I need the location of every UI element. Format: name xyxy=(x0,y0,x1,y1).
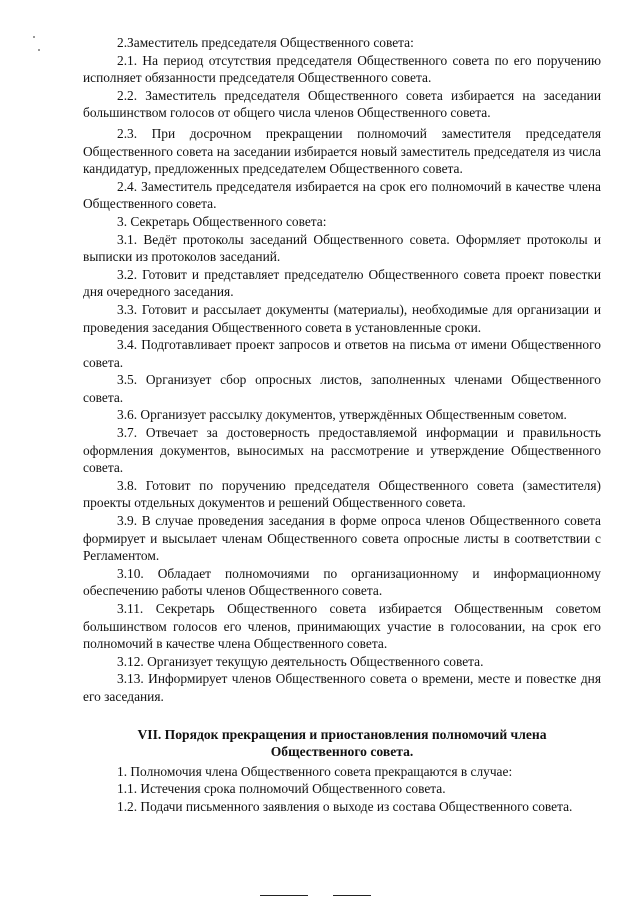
paragraph: 1. Полномочия члена Общественного совета прекращаются в случае: xyxy=(117,763,513,779)
paragraph: 2.4. Заместитель председателя избирается на срок его полномочий в качестве члена Общественного совета. xyxy=(83,178,601,212)
paragraph: 3.12. Организует текущую деятельность Общественного совета. xyxy=(117,653,484,669)
bottom-rule-right xyxy=(333,895,371,896)
paragraph: 2.3. При досрочном прекращении полномочий заместителя председателя Общественного совета на заседании избирается новый заместитель председателя из числа кандидатур, предложенных председателем Общественного совета. xyxy=(83,125,601,177)
scan-speck xyxy=(33,36,35,38)
paragraph: 3.13. Информирует членов Общественного совета о времени, месте и повестке дня его заседания. xyxy=(83,671,601,704)
paragraph: 2.Заместитель председателя Общественного совета: xyxy=(117,35,414,50)
paragraph: 3.2. Готовит и представляет председателю Общественного совета проект повестки дня очередного заседания. xyxy=(83,266,601,300)
paragraph: 3. Секретарь Общественного совета: xyxy=(117,213,327,229)
paragraph: 3.7. Отвечает за достоверность предоставляемой информации и правильность оформления документов, выносимых на рассмотрение и утверждение Общественного совета. xyxy=(83,425,601,476)
paragraph: 3.8. Готовит по поручению председателя Общественного совета (заместителя) проекты отдельных документов и решений Общественного совета. xyxy=(83,477,601,511)
paragraph: 1.2. Подачи письменного заявления о выходе из состава Общественного совета. xyxy=(117,798,573,814)
scan-speck xyxy=(38,49,40,51)
paragraph: 3.11. Секретарь Общественного совета избирается Общественным советом большинством голосов его членов, принимающих участие в голосовании, на срок его полномочий в качестве члена Общественного совета. xyxy=(83,601,601,652)
document-body xyxy=(83,34,601,816)
paragraph: 3.5. Организует сбор опросных листов, заполненных членами Общественного совета. xyxy=(83,372,601,405)
paragraph: 2.1. На период отсутствия председателя Общественного совета по его поручению исполняет обязанности председателя Общественного совета. xyxy=(83,52,601,86)
paragraph: 3.1. Ведёт протоколы заседаний Общественного совета. Оформляет протоколы и выписки из протоколов заседаний. xyxy=(83,231,601,265)
paragraph: 3.9. В случае проведения заседания в форме опроса членов Общественного совета формирует и высылает членам Общественного совета опросные листы в соответствии с Регламентом. xyxy=(83,513,601,564)
paragraph: 3.4. Подготавливает проект запросов и ответов на письма от имени Общественного совета. xyxy=(83,337,601,370)
paragraph: 3.6. Организует рассылку документов, утверждённых Общественным советом. xyxy=(117,407,567,423)
paragraph: 3.3. Готовит и рассылает документы (материалы), необходимые для организации и проведения заседания Общественного совета в установленные сроки. xyxy=(83,301,601,335)
paragraph: 1.1. Истечения срока полномочий Общественного совета. xyxy=(117,781,446,797)
section-heading: VII. Порядок прекращения и приостановления полномочий члена Общественного совета. xyxy=(137,726,547,760)
bottom-rule-left xyxy=(260,895,308,896)
paragraph: 2.2. Заместитель председателя Общественного совета избирается на заседании большинством голосов от общего числа членов Общественного совета. xyxy=(83,87,601,121)
paragraph: 3.10. Обладает полномочиями по организационному и информационному обеспечению работы членов Общественного совета. xyxy=(83,565,601,599)
